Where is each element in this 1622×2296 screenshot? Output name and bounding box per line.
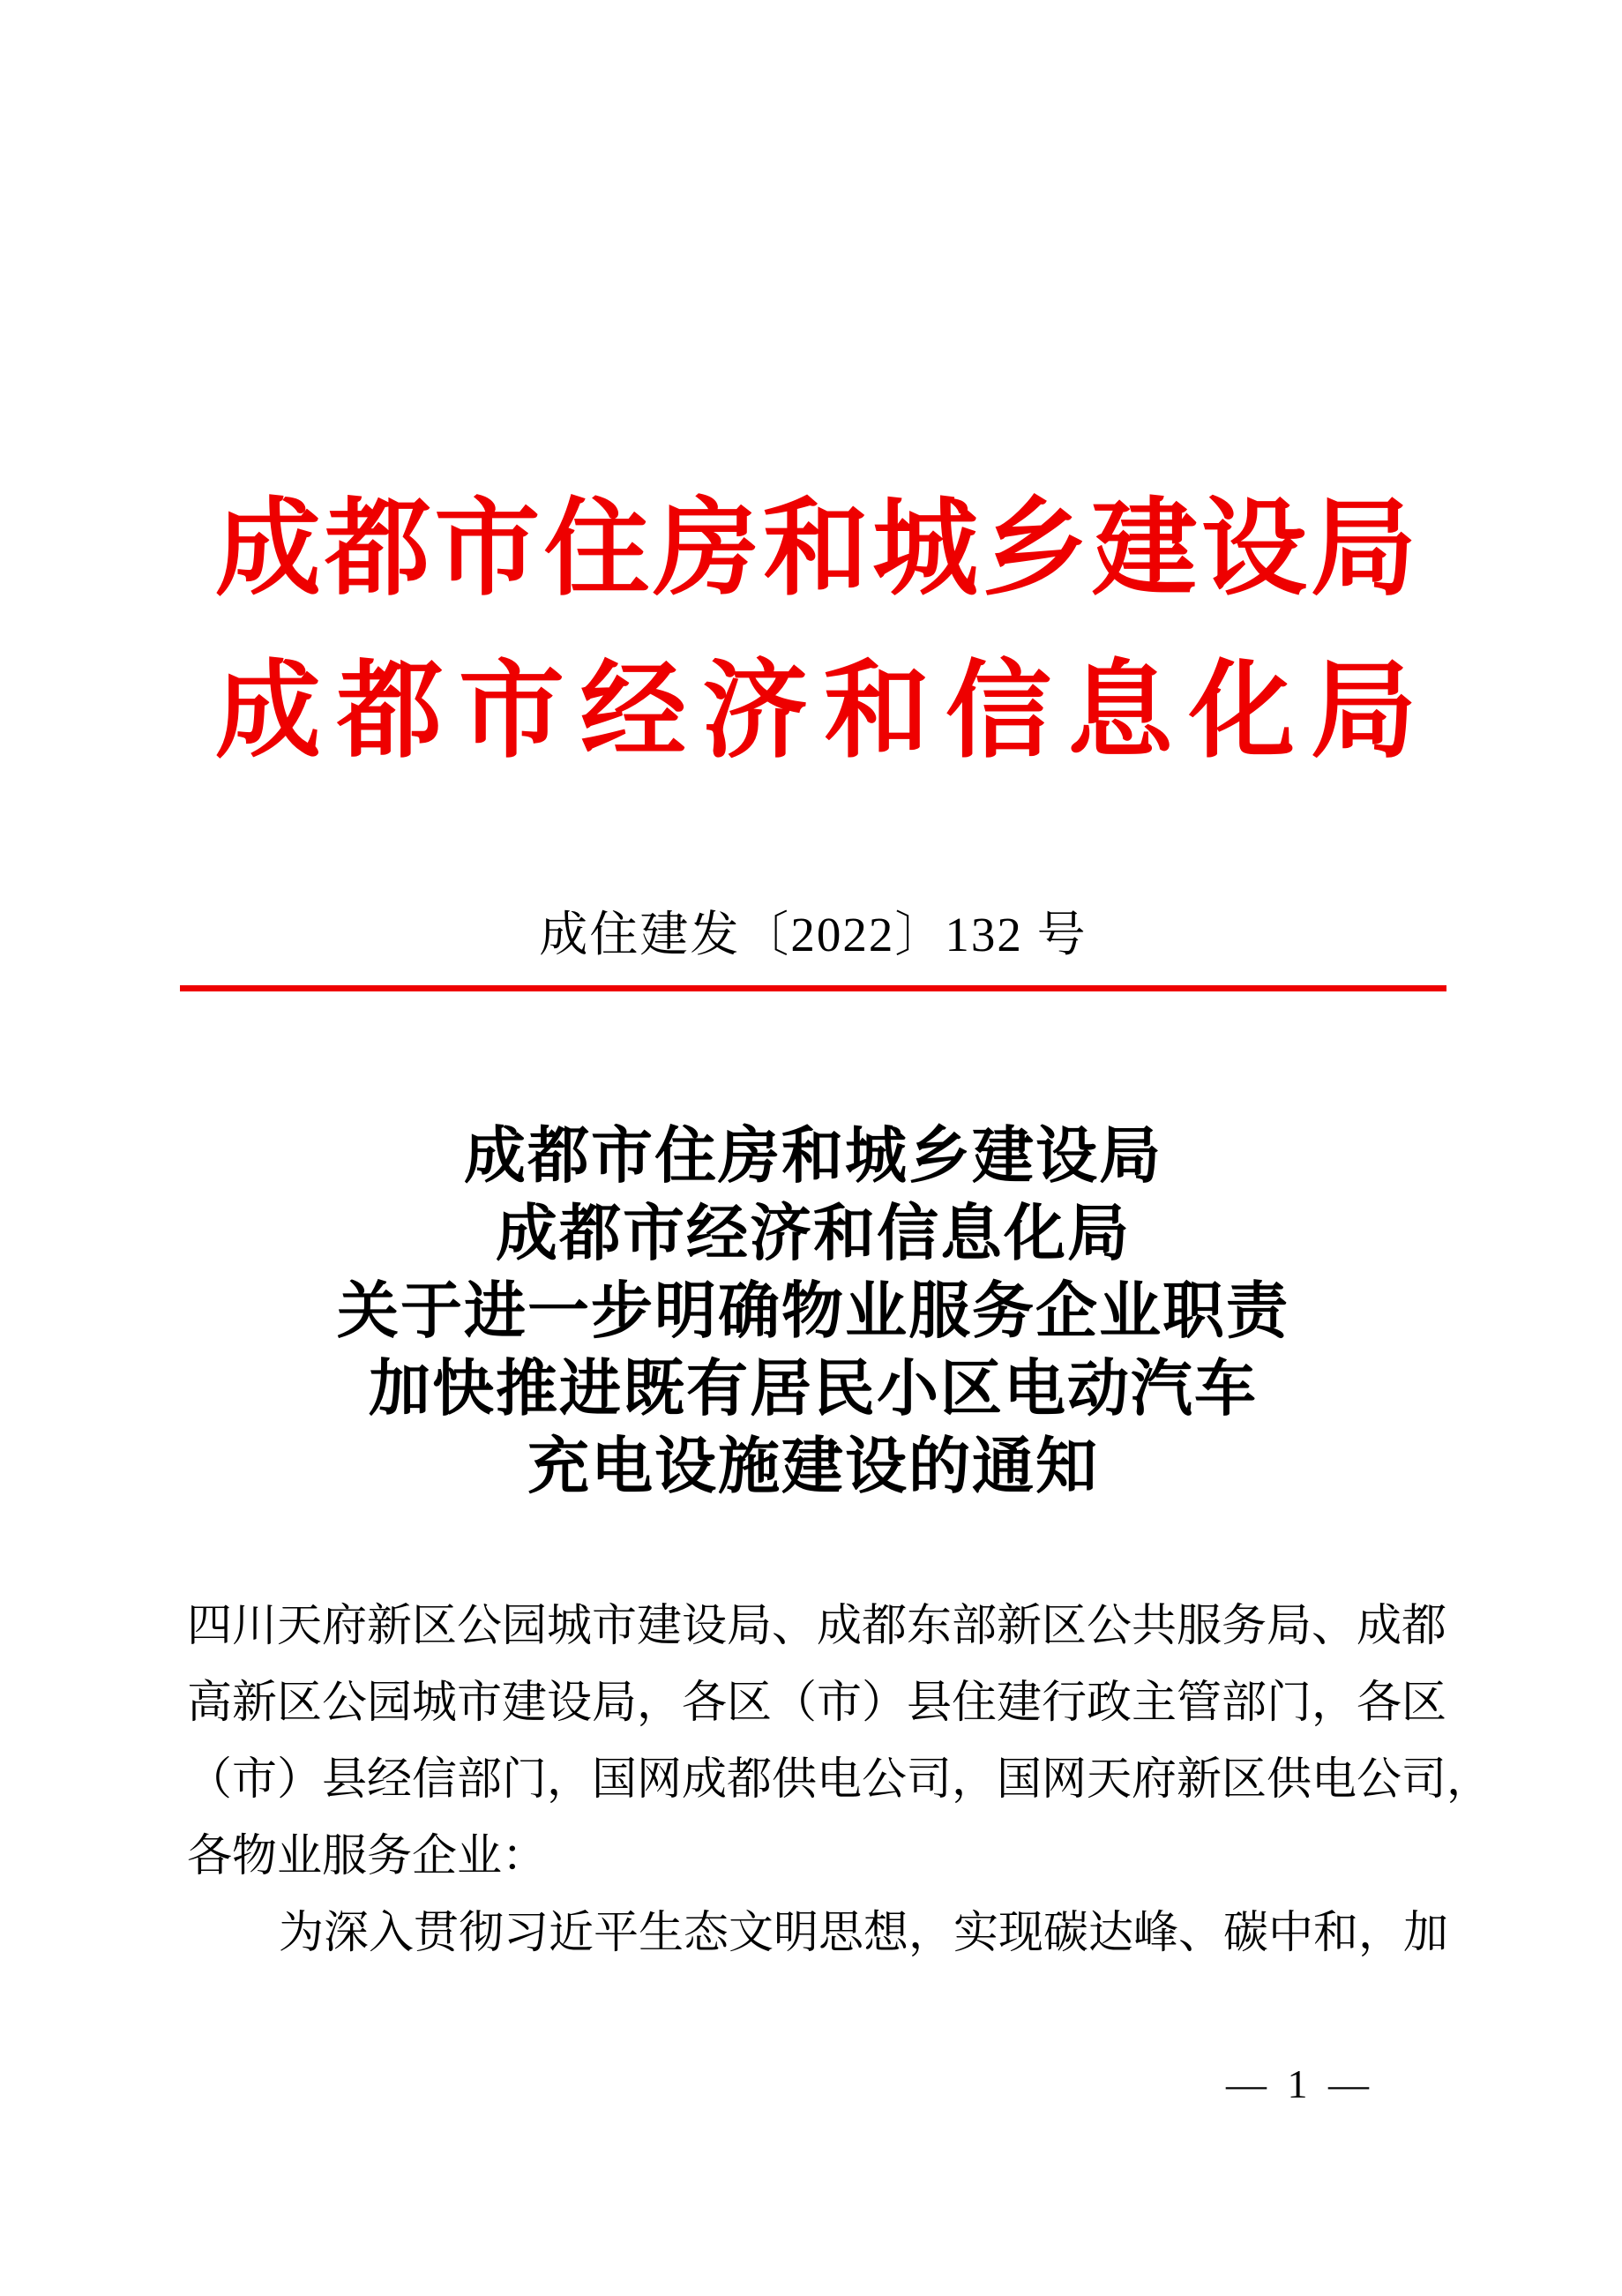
title-line-3: 关于进一步明确物业服务企业职责 xyxy=(337,1278,1289,1346)
document-title xyxy=(180,1118,1446,1507)
red-header-line-2: 成 都 市 经 济 和 信 息 化 局 xyxy=(215,653,1416,770)
body-line-1: 四川天府新区公园城市建设局、成都东部新区公共服务局、成都 xyxy=(187,1602,1447,1651)
title-line-5: 充电设施建设的通知 xyxy=(527,1433,1099,1501)
body-line-2: 高新区公园城市建设局，各区（市）县住建行政主管部门，各区 xyxy=(187,1679,1447,1728)
red-header-line-1: 成 都 市 住 房 和 城 乡 建 设 局 xyxy=(215,490,1416,608)
red-header xyxy=(215,490,1416,770)
body-line-5: 为深入贯彻习近平生态文明思想，实现碳达峰、碳中和，加 xyxy=(279,1909,1449,1958)
red-divider-rule xyxy=(180,985,1446,991)
title-line-4: 加快推进既有居民小区电动汽车 xyxy=(369,1356,1258,1424)
title-line-1: 成都市住房和城乡建设局 xyxy=(464,1123,1162,1191)
document-number: 成住建发〔2022〕132 号 xyxy=(539,908,1088,961)
document-body xyxy=(187,1589,1492,1972)
body-line-4: 各物业服务企业： xyxy=(187,1832,548,1881)
title-line-2: 成都市经济和信息化局 xyxy=(496,1200,1131,1268)
body-line-3: （市）县经信部门，国网成都供电公司，国网天府新区供电公司， xyxy=(187,1755,1492,1805)
page-number: — 1 — xyxy=(1226,2061,1374,2106)
